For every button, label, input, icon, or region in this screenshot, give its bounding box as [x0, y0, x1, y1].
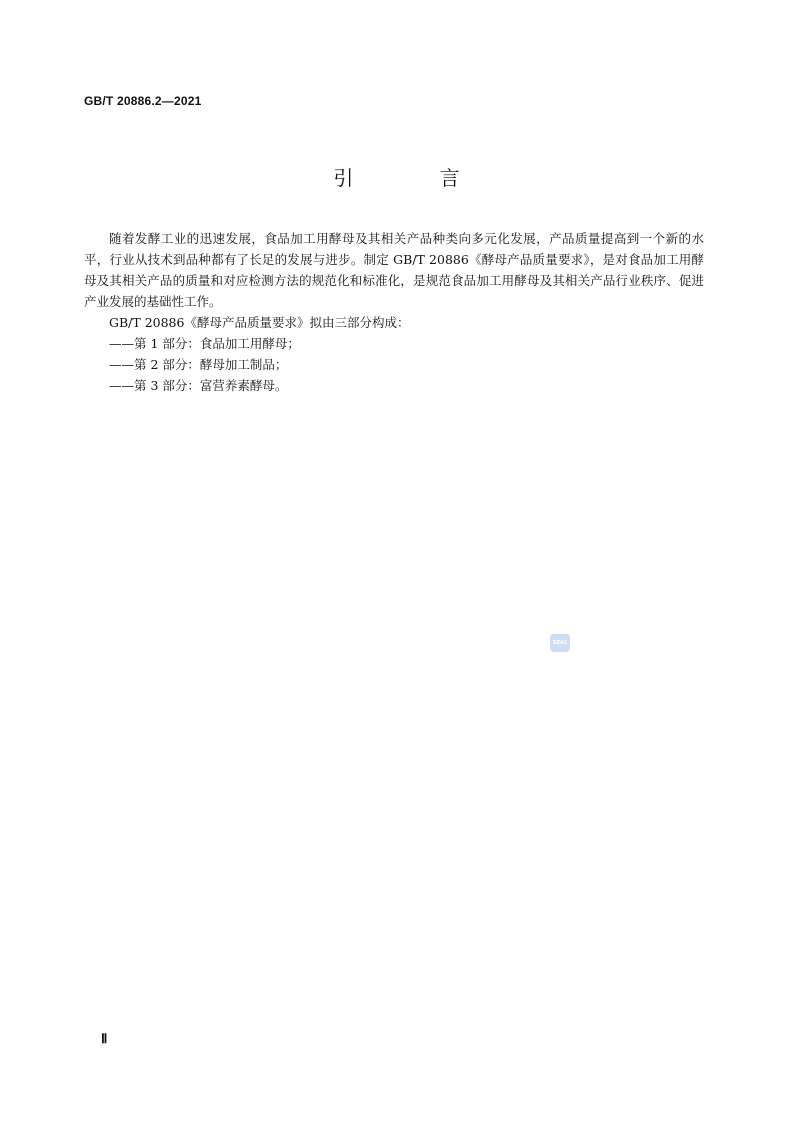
intro-paragraph-1: 随着发酵工业的迅速发展，食品加工用酵母及其相关产品种类向多元化发展，产品质量提高到一个新的水平，行业从技术到品种都有了长足的发展与进步。制定 GB/T 20886《酵母产品质量要求》，是对食品加工用酵母及其相关产品的质量和对应检测方法的规范化和标准化，是规范食品加工用酵母及其相关产品行业秩序、促进产业发展的基础性工作。: [84, 231, 704, 309]
section-title: 引 言: [333, 166, 500, 190]
part-list-item-3: ——第 3 部分：富营养素酵母。: [109, 378, 288, 393]
intro-paragraph-2: GB/T 20886《酵母产品质量要求》拟由三部分构成：: [109, 315, 410, 330]
watermark-stamp-icon: SZAC: [550, 634, 570, 652]
part-list-item-2: ——第 2 部分：酵母加工制品；: [109, 357, 288, 372]
standard-code: GB/T 20886.2—2021: [84, 94, 202, 108]
introduction-body: [84, 228, 704, 396]
page-number: Ⅱ: [101, 1031, 108, 1046]
part-list-item-1: ——第 1 部分：食品加工用酵母；: [109, 336, 300, 351]
